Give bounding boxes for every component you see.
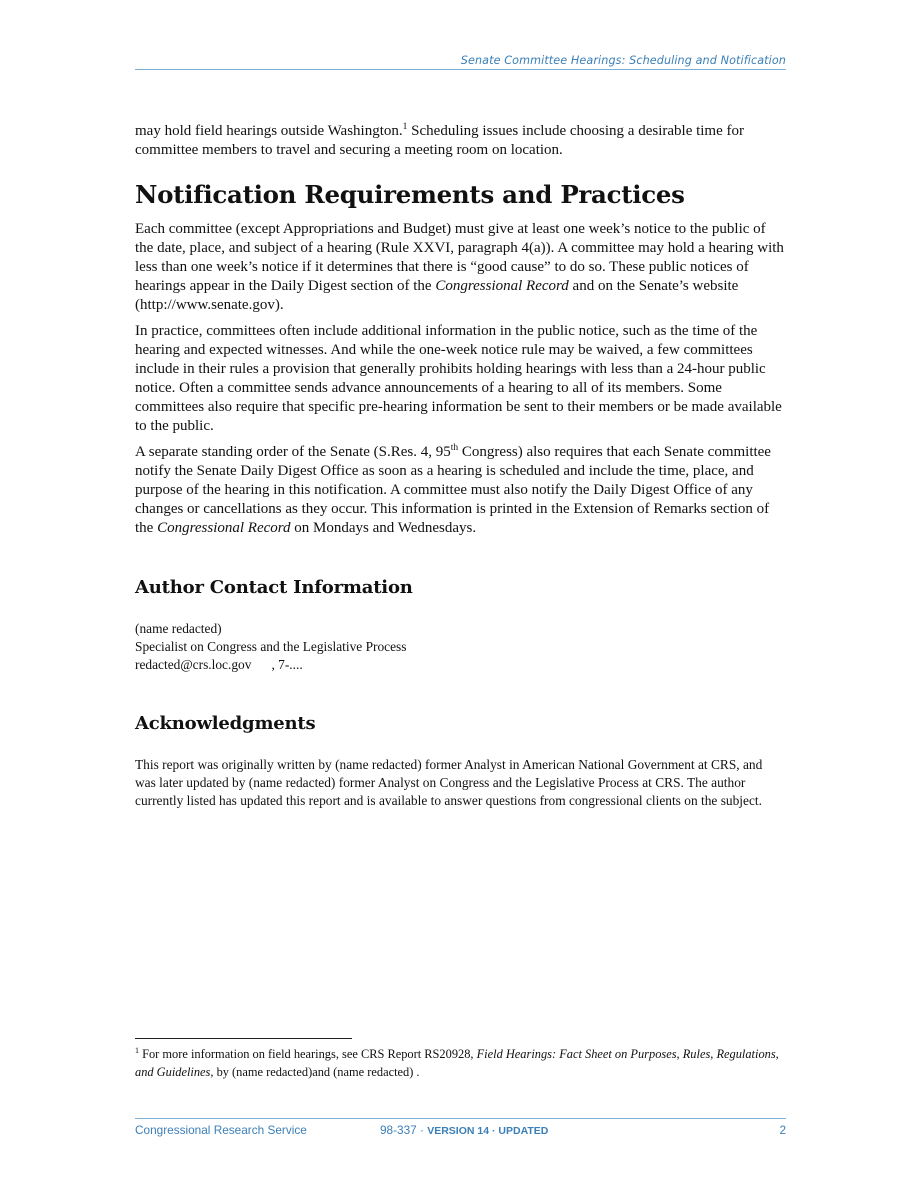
ordinal-suffix: th (450, 443, 459, 453)
main-content (135, 122, 785, 817)
page-footer (135, 1123, 786, 1139)
footnote-reference[interactable]: 1 (402, 122, 408, 132)
paragraph-text: Each committee (except Appropriations and Budget) must give at least one week’s notice to the public of the date, place, and subject of a hearing (Rule XXVI, paragraph 4(a)). A committee may hold a hearing with less than one week’s notice if it determines that there is “good cause” to do so. These public notices of hearings appear in the Daily Digest section of the (135, 221, 784, 294)
intro-text-continued: Scheduling issues include choosing a desirable time for committee members to travel and securing a meeting room on location. (135, 123, 744, 158)
intro-text: may hold field hearings outside Washington. (135, 123, 403, 139)
author-contact-heading: Author Contact Information (135, 577, 413, 598)
paragraph-text: Congress) also requires that each Senate committee notify the Senate Daily Digest Office as soon as a hearing is scheduled and include the time, place, and purpose of the hearing in this notification. A committee must also notify the Daily Digest Office of any changes or cancellations as they occur. This information is printed in the Extension of Remarks section of the (135, 444, 771, 536)
report-version: VERSION 14 · UPDATED (427, 1125, 549, 1137)
footer-organization: Congressional Research Service (135, 1123, 307, 1137)
acknowledgments-heading: Acknowledgments (135, 713, 316, 734)
footnote-text: , by (name redacted)and (name redacted) . (210, 1065, 420, 1079)
footnote-report-title: Field Hearings: Fact Sheet on Purposes, Rules, Regulations, and Guidelines (135, 1047, 779, 1079)
author-contact-block (135, 620, 785, 674)
acknowledgments-text: This report was originally written by (name redacted) former Analyst in American National Government at CRS, and was later updated by (name redacted) former Analyst on Congress and the Legislative Process at CRS. The author currently listed has updated this report and is available to answer questions from congressional clients on the subject. (135, 757, 763, 808)
paragraph-standing-order (135, 443, 785, 538)
author-title: Specialist on Congress and the Legislative Process (135, 639, 407, 654)
footer-report-id (380, 1123, 548, 1137)
page-number: 2 (779, 1123, 786, 1137)
footer-rule (135, 1118, 786, 1119)
footnote-number: 1 (135, 1046, 139, 1055)
paragraph-text: A separate standing order of the Senate (S.Res. 4, 95 (135, 444, 451, 460)
paragraph-text: on Mondays and Wednesdays. (290, 520, 477, 536)
paragraph-text: and on the Senate’s website (http://www.senate.gov). (135, 278, 739, 313)
footnote-text: For more information on field hearings, see CRS Report RS20928, (139, 1047, 477, 1061)
running-header: Senate Committee Hearings: Scheduling and Notification (460, 54, 786, 67)
publication-title: Congressional Record (435, 278, 569, 294)
publication-title: Congressional Record (157, 520, 291, 536)
footnote (135, 1045, 785, 1081)
paragraph-notice-rule (135, 220, 785, 315)
report-number: 98-337 · (380, 1123, 428, 1137)
paragraph-practice: In practice, committees often include additional information in the public notice, such as the time of the hearing and expected witnesses. And while the one-week notice rule may be waived, a few committees include in their rules a provision that generally prohibits holding hearings with less than a 24-hour public notice. Often a committee sends advance announcements of a hearing to all of its members. Some committees also require that specific pre-hearing information be sent to their members or be made available to the public. (135, 323, 782, 434)
intro-paragraph (135, 122, 785, 160)
section-heading: Notification Requirements and Practices (135, 180, 685, 209)
footnote-rule (135, 1038, 352, 1039)
author-email-link[interactable]: redacted@crs.loc.gov (135, 657, 252, 672)
header-rule (135, 69, 786, 70)
author-phone: , 7-.... (271, 657, 303, 672)
author-name: (name redacted) (135, 621, 222, 636)
author-contact-line (135, 656, 785, 674)
